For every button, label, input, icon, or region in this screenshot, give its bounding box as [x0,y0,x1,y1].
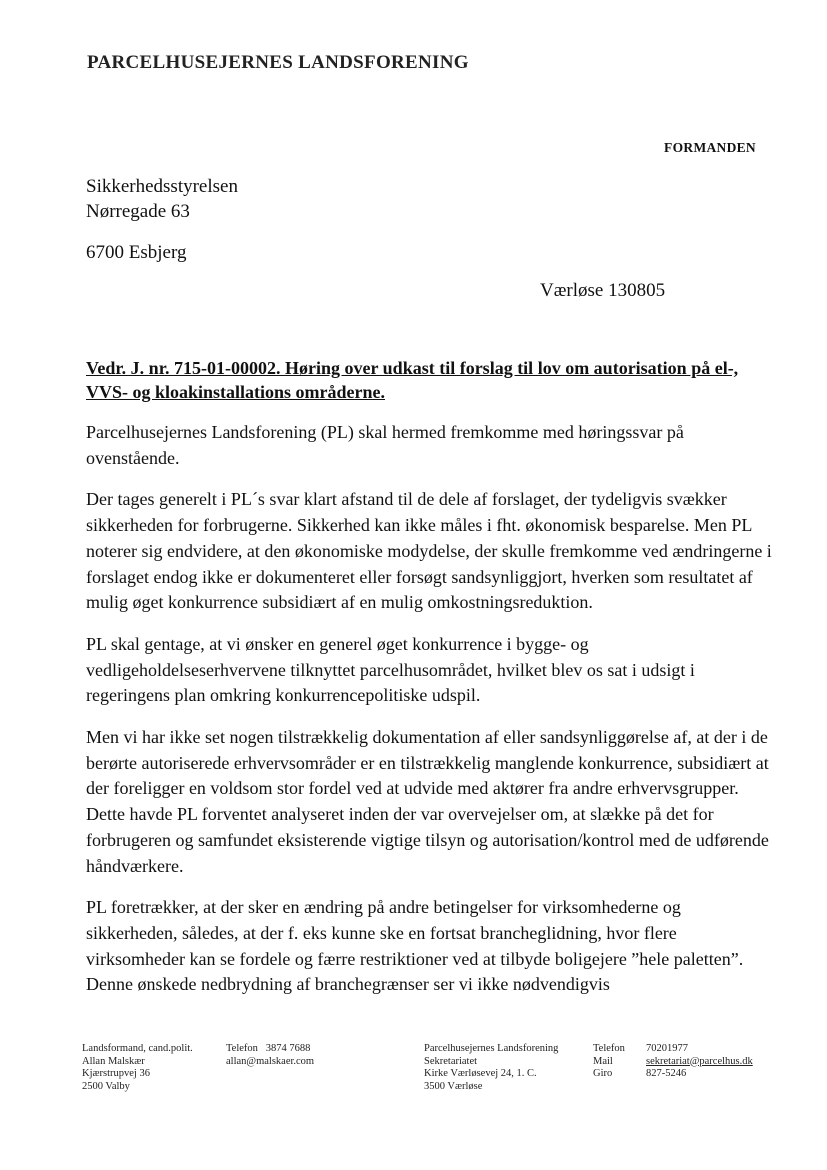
footer-secretariat-values [646,1043,776,1081]
footer-line: 2500 Valby [82,1080,130,1092]
paragraph: Men vi har ikke set nogen tilstrækkelig dokumentation af eller sandsynliggørelse af, at der i de berørte autoriserede erhvervsområder er en tilstrækkelig manglende konkurrence, subsidiært at der foreligger en voldsom stor fordel ved at udvide med aktører fra andre erhvervsgrupper. Dette havde PL forventet analyseret inden der var overvejelser om, at slække på det for forbrugeren og samfundet eksisterende vigtige tilsyn og autorisation/kontrol med de udførende håndværkere. [86,727,769,876]
footer-phone: 70201977 [646,1043,688,1054]
footer-label: Telefon [593,1043,625,1054]
footer-email[interactable]: allan@malskaer.com [226,1055,315,1067]
footer-line: Sekretariatet [424,1055,478,1067]
recipient-address [86,174,238,224]
place-date: Værløse 130805 [540,280,666,301]
footer-line: Telefon 3874 7688 [226,1043,311,1054]
footer-line: Kjærstrupvej 36 [82,1068,150,1079]
footer-giro: 827-5246 [646,1068,687,1079]
footer-secretariat [424,1043,594,1093]
paragraph: PL skal gentage, at vi ønsker en generel øget konkurrence i bygge- og vedligeholdelseserhvervene tilknyttet parcelhusområdet, hvilket blev os sat i udsigt i regeringens plan omkring konkurrencepolitiske udspil. [86,633,695,706]
footer-line: Parcelhusejernes Landsforening [424,1043,559,1054]
recipient-name: Sikkerhedsstyrelsen [86,176,238,197]
subject-line: Vedr. J. nr. 715-01-00002. Høring over udkast til forslag til lov om autorisation på el-, VVS- og kloakinstallations områderne. [86,358,739,402]
footer-email[interactable]: sekretariat@parcelhus.dk [646,1055,753,1067]
recipient-city: 6700 Esbjerg [86,242,187,263]
footer-secretariat-labels [593,1043,643,1081]
paragraph: Parcelhusejernes Landsforening (PL) skal hermed fremkomme med høringssvar på ovenstående. [86,422,684,468]
footer-line: Landsformand, cand.polit. [82,1043,193,1054]
footer-line: Allan Malskær [82,1055,145,1067]
letter-body [86,420,776,1014]
paragraph: PL foretrækker, at der sker en ændring på andre betingelser for virksomhederne og sikkerheden, således, at der f. eks kunne ske en fortsat brancheglidning, hvor flere virksomheder kan se fordele og færre restriktioner ved at tilbyde boligejere ”hele paletten”. Denne ønskede nedbrydning af branchegrænser ser vi ikke nødvendigvis [86,897,744,995]
footer-label: Giro [593,1068,613,1079]
footer-label: Mail [593,1055,613,1067]
footer-line: Kirke Værløsevej 24, 1. C. [424,1068,537,1079]
sender-role: FORMANDEN [664,140,756,155]
footer-line: 3500 Værløse [424,1080,483,1092]
footer-chair-contact [226,1043,406,1068]
footer-chair [82,1043,222,1093]
organization-name: PARCELHUSEJERNES LANDSFORENING [87,52,469,73]
paragraph: Der tages generelt i PL´s svar klart afstand til de dele af forslaget, der tydeligvis svækker sikkerheden for forbrugerne. Sikkerhed kan ikke måles i fht. økonomisk besparelse. Men PL noterer sig endvidere, at den økonomiske modydelse, der skulle fremkomme ved ændringerne i forslaget endog ikke er dokumenteret eller forsøgt sandsynliggjort, hverken som resultatet af mulig øget konkurrence subsidiært af en mulig omkostningsreduktion. [86,489,772,613]
recipient-street: Nørregade 63 [86,201,190,222]
